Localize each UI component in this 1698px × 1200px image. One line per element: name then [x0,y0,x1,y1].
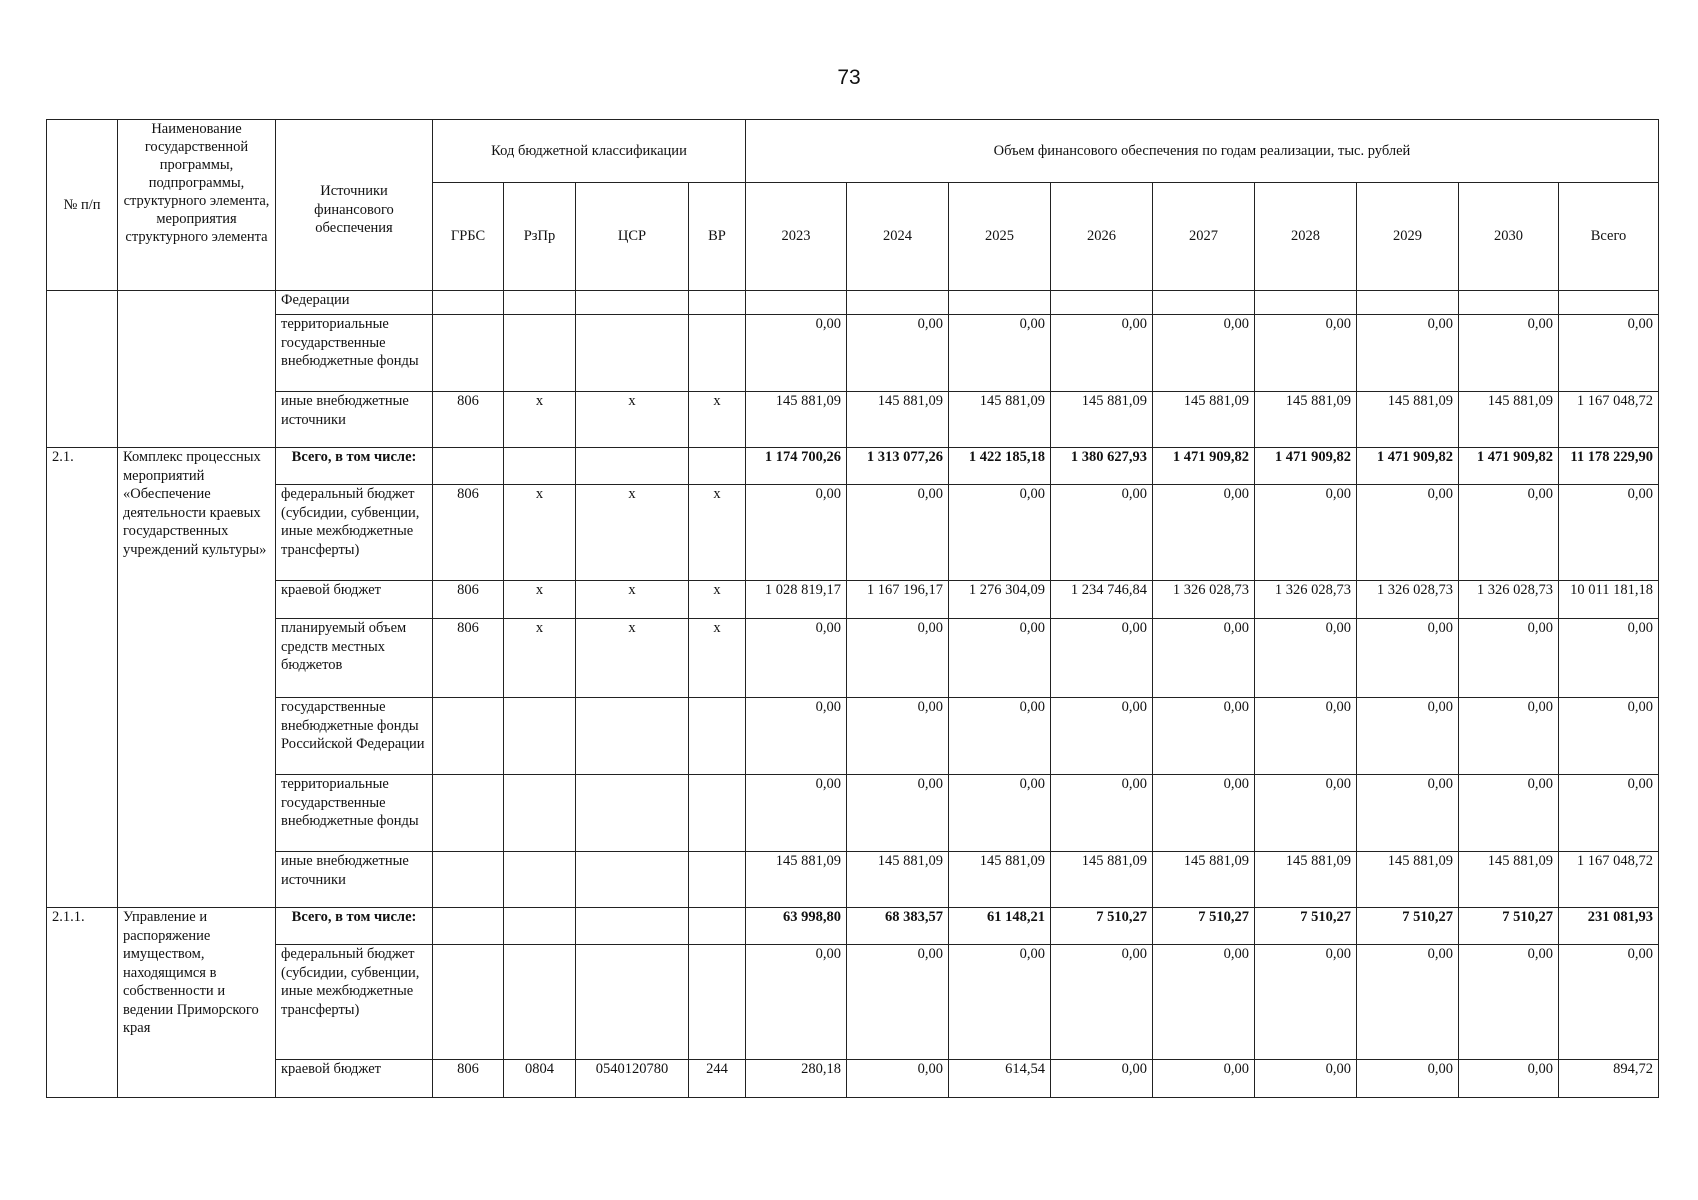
funding-source: Всего, в том числе: [276,448,433,485]
value-year-2030: 7 510,27 [1459,908,1559,945]
value-year-2025: 145 881,09 [949,852,1051,908]
value-year-2029 [1357,291,1459,315]
value-year-2027: 145 881,09 [1153,392,1255,448]
value-year-2023: 0,00 [746,698,847,775]
table-row [47,315,1659,392]
value-year-2025: 145 881,09 [949,392,1051,448]
value-year-2027: 0,00 [1153,775,1255,852]
table-row [47,619,1659,698]
code-csr: х [576,619,689,698]
value-year-2024: 0,00 [847,315,949,392]
table-header [47,120,1659,291]
value-total: 231 081,93 [1559,908,1659,945]
value-year-2027: 7 510,27 [1153,908,1255,945]
value-year-2027: 1 326 028,73 [1153,581,1255,619]
code-vr: х [689,392,746,448]
program-name [118,291,276,448]
value-year-2029: 1 326 028,73 [1357,581,1459,619]
value-year-2023 [746,291,847,315]
value-year-2025: 0,00 [949,945,1051,1060]
code-csr: 0540120780 [576,1060,689,1098]
code-vr [689,852,746,908]
value-year-2025: 0,00 [949,698,1051,775]
code-rzpr [504,448,576,485]
code-grbs [433,698,504,775]
value-total: 894,72 [1559,1060,1659,1098]
header-year-7: 2029 [1357,183,1459,291]
value-year-2024: 145 881,09 [847,392,949,448]
row-number [47,291,118,448]
value-total [1559,291,1659,315]
value-year-2024: 0,00 [847,619,949,698]
table-row [47,392,1659,448]
value-year-2024: 0,00 [847,1060,949,1098]
value-year-2026: 145 881,09 [1051,392,1153,448]
table-row [47,852,1659,908]
value-year-2027: 0,00 [1153,945,1255,1060]
value-year-2024: 0,00 [847,485,949,581]
value-year-2027: 0,00 [1153,485,1255,581]
table-row [47,581,1659,619]
value-year-2024 [847,291,949,315]
value-year-2028: 0,00 [1255,698,1357,775]
value-year-2028: 0,00 [1255,619,1357,698]
code-vr: 244 [689,1060,746,1098]
code-rzpr [504,775,576,852]
header-year-4: 2026 [1051,183,1153,291]
code-rzpr [504,945,576,1060]
value-year-2023: 63 998,80 [746,908,847,945]
value-total: 0,00 [1559,619,1659,698]
value-year-2030 [1459,291,1559,315]
value-year-2026: 0,00 [1051,1060,1153,1098]
value-year-2025 [949,291,1051,315]
value-year-2028: 1 471 909,82 [1255,448,1357,485]
value-year-2030: 1 326 028,73 [1459,581,1559,619]
header-funding-source: Источники финансового обеспечения [276,120,433,291]
funding-source: иные внебюджетные источники [276,392,433,448]
value-year-2028: 0,00 [1255,315,1357,392]
code-vr [689,315,746,392]
value-year-2027: 0,00 [1153,698,1255,775]
code-grbs: 806 [433,392,504,448]
funding-source: краевой бюджет [276,1060,433,1098]
header-year-1: 2023 [746,183,847,291]
value-year-2029: 0,00 [1357,945,1459,1060]
code-rzpr [504,315,576,392]
page-number: 73 [837,66,861,89]
table-row-total [47,448,1659,485]
value-year-2027: 1 471 909,82 [1153,448,1255,485]
header-code-1: ГРБС [433,183,504,291]
header-program-name: Наименование государственной программы, подпрограммы, структурного элемента, мероприятия структурного элемента [118,120,276,291]
header-budget-classification: Код бюджетной классификации [433,120,746,183]
table-row-total [47,908,1659,945]
code-vr: х [689,581,746,619]
value-year-2029: 0,00 [1357,619,1459,698]
value-year-2026: 7 510,27 [1051,908,1153,945]
value-year-2026: 0,00 [1051,315,1153,392]
table-row [47,775,1659,852]
value-year-2025: 61 148,21 [949,908,1051,945]
budget-table [46,119,1659,1098]
value-year-2026: 0,00 [1051,619,1153,698]
value-year-2024: 0,00 [847,945,949,1060]
value-total: 10 011 181,18 [1559,581,1659,619]
value-year-2024: 1 167 196,17 [847,581,949,619]
value-year-2029: 0,00 [1357,698,1459,775]
code-rzpr: х [504,619,576,698]
value-year-2030: 145 881,09 [1459,852,1559,908]
header-year-3: 2025 [949,183,1051,291]
funding-source: территориальные государственные внебюджетные фонды [276,315,433,392]
value-year-2028: 7 510,27 [1255,908,1357,945]
code-vr [689,775,746,852]
code-grbs: 806 [433,1060,504,1098]
code-rzpr: 0804 [504,1060,576,1098]
value-year-2023: 280,18 [746,1060,847,1098]
code-csr [576,698,689,775]
value-year-2026 [1051,291,1153,315]
code-grbs [433,908,504,945]
code-rzpr: х [504,392,576,448]
table-row [47,945,1659,1060]
code-grbs [433,945,504,1060]
value-year-2030: 1 471 909,82 [1459,448,1559,485]
row-number: 2.1. [47,448,118,908]
table-row [47,291,1659,315]
code-rzpr [504,698,576,775]
value-year-2027: 145 881,09 [1153,852,1255,908]
code-csr [576,945,689,1060]
value-year-2025: 614,54 [949,1060,1051,1098]
value-year-2024: 68 383,57 [847,908,949,945]
code-csr [576,291,689,315]
code-rzpr [504,852,576,908]
value-year-2026: 0,00 [1051,775,1153,852]
value-year-2023: 145 881,09 [746,852,847,908]
code-grbs: 806 [433,581,504,619]
code-vr: х [689,485,746,581]
value-year-2028: 0,00 [1255,945,1357,1060]
value-year-2028: 145 881,09 [1255,852,1357,908]
code-csr [576,775,689,852]
code-vr [689,945,746,1060]
value-year-2026: 0,00 [1051,945,1153,1060]
value-total: 0,00 [1559,945,1659,1060]
value-year-2024: 1 313 077,26 [847,448,949,485]
table-body [47,291,1659,1098]
value-total: 0,00 [1559,315,1659,392]
code-rzpr [504,908,576,945]
value-year-2028: 145 881,09 [1255,392,1357,448]
funding-source: краевой бюджет [276,581,433,619]
code-vr: х [689,619,746,698]
value-year-2029: 7 510,27 [1357,908,1459,945]
code-grbs [433,852,504,908]
value-total: 0,00 [1559,775,1659,852]
code-csr: х [576,485,689,581]
funding-source: иные внебюджетные источники [276,852,433,908]
value-year-2029: 0,00 [1357,315,1459,392]
value-year-2023: 0,00 [746,775,847,852]
header-code-3: ЦСР [576,183,689,291]
value-year-2023: 0,00 [746,945,847,1060]
value-year-2029: 0,00 [1357,485,1459,581]
value-year-2025: 0,00 [949,315,1051,392]
value-year-2025: 0,00 [949,485,1051,581]
header-number: № п/п [47,120,118,291]
code-rzpr: х [504,581,576,619]
value-year-2030: 0,00 [1459,619,1559,698]
value-year-2030: 0,00 [1459,315,1559,392]
program-name: Комплекс процессных мероприятий «Обеспечение деятельности краевых государственных учреждений культуры» [118,448,276,908]
header-funding-volume: Объем финансового обеспечения по годам реализации, тыс. рублей [746,120,1659,183]
value-year-2028: 0,00 [1255,485,1357,581]
value-year-2030: 0,00 [1459,1060,1559,1098]
header-year-6: 2028 [1255,183,1357,291]
value-year-2026: 1 380 627,93 [1051,448,1153,485]
value-year-2027: 0,00 [1153,315,1255,392]
value-year-2030: 145 881,09 [1459,392,1559,448]
code-vr [689,698,746,775]
table-row [47,1060,1659,1098]
value-year-2024: 0,00 [847,698,949,775]
code-csr: х [576,581,689,619]
funding-source: государственные внебюджетные фонды Российской Федерации [276,698,433,775]
value-year-2029: 0,00 [1357,1060,1459,1098]
code-grbs [433,291,504,315]
code-csr: х [576,392,689,448]
value-year-2024: 145 881,09 [847,852,949,908]
code-grbs [433,775,504,852]
value-year-2025: 0,00 [949,619,1051,698]
value-year-2023: 0,00 [746,485,847,581]
funding-source: Всего, в том числе: [276,908,433,945]
code-csr [576,908,689,945]
header-code-4: ВР [689,183,746,291]
code-vr [689,908,746,945]
value-year-2028: 0,00 [1255,1060,1357,1098]
value-year-2028: 0,00 [1255,775,1357,852]
value-total: 1 167 048,72 [1559,852,1659,908]
funding-source: федеральный бюджет (субсидии, субвенции, иные межбюджетные трансферты) [276,485,433,581]
value-year-2030: 0,00 [1459,775,1559,852]
value-year-2030: 0,00 [1459,485,1559,581]
value-year-2029: 1 471 909,82 [1357,448,1459,485]
funding-source: планируемый объем средств местных бюджетов [276,619,433,698]
value-year-2029: 145 881,09 [1357,392,1459,448]
value-year-2027 [1153,291,1255,315]
value-total: 0,00 [1559,698,1659,775]
value-year-2027: 0,00 [1153,1060,1255,1098]
header-year-2: 2024 [847,183,949,291]
value-year-2025: 0,00 [949,775,1051,852]
value-year-2023: 0,00 [746,315,847,392]
code-csr [576,448,689,485]
table-row [47,698,1659,775]
code-rzpr [504,291,576,315]
value-year-2026: 1 234 746,84 [1051,581,1153,619]
funding-source: территориальные государственные внебюджетные фонды [276,775,433,852]
value-year-2026: 0,00 [1051,485,1153,581]
value-year-2023: 1 028 819,17 [746,581,847,619]
funding-source: Федерации [276,291,433,315]
value-year-2026: 0,00 [1051,698,1153,775]
value-year-2030: 0,00 [1459,698,1559,775]
value-year-2030: 0,00 [1459,945,1559,1060]
value-year-2025: 1 422 185,18 [949,448,1051,485]
value-total: 11 178 229,90 [1559,448,1659,485]
code-grbs: 806 [433,619,504,698]
value-year-2026: 145 881,09 [1051,852,1153,908]
header-year-5: 2027 [1153,183,1255,291]
table-row [47,485,1659,581]
value-year-2023: 1 174 700,26 [746,448,847,485]
value-year-2025: 1 276 304,09 [949,581,1051,619]
value-year-2024: 0,00 [847,775,949,852]
value-year-2028 [1255,291,1357,315]
value-total: 0,00 [1559,485,1659,581]
code-csr [576,315,689,392]
header-code-2: РзПр [504,183,576,291]
code-grbs: 806 [433,485,504,581]
code-rzpr: х [504,485,576,581]
value-year-2023: 145 881,09 [746,392,847,448]
code-csr [576,852,689,908]
header-year-9: Всего [1559,183,1659,291]
value-total: 1 167 048,72 [1559,392,1659,448]
value-year-2027: 0,00 [1153,619,1255,698]
value-year-2023: 0,00 [746,619,847,698]
code-vr [689,448,746,485]
program-name: Управление и распоряжение имуществом, находящимся в собственности и ведении Приморского края [118,908,276,1098]
code-vr [689,291,746,315]
code-grbs [433,315,504,392]
funding-source: федеральный бюджет (субсидии, субвенции, иные межбюджетные трансферты) [276,945,433,1060]
value-year-2029: 145 881,09 [1357,852,1459,908]
row-number: 2.1.1. [47,908,118,1098]
header-year-8: 2030 [1459,183,1559,291]
value-year-2028: 1 326 028,73 [1255,581,1357,619]
code-grbs [433,448,504,485]
value-year-2029: 0,00 [1357,775,1459,852]
